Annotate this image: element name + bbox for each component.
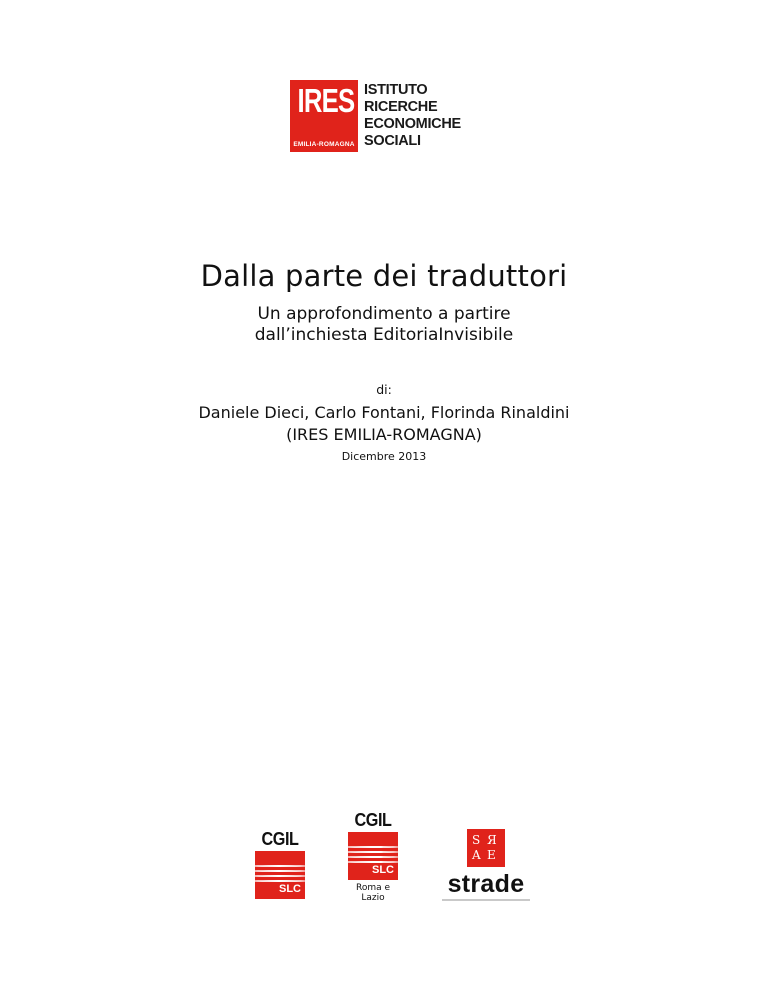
- affiliation: (IRES EMILIA-ROMAGNA): [286, 425, 482, 444]
- strade-wordmark: strade: [447, 870, 525, 898]
- cgil-slc-roma-logo: [344, 810, 402, 903]
- strade-logo: [438, 829, 534, 901]
- slc-label: SLC: [372, 864, 394, 876]
- ires-name-line: RICERCHE: [364, 99, 438, 115]
- ires-name-line: SOCIALI: [364, 133, 421, 149]
- ires-logo-text: IRES: [297, 82, 355, 119]
- ires-logo: [290, 80, 490, 152]
- authors: Daniele Dieci, Carlo Fontani, Florinda Rinaldini: [198, 403, 570, 422]
- ires-logo-region: EMILIA-ROMAGNA: [293, 141, 355, 148]
- document-date: Dicembre 2013: [341, 450, 427, 463]
- ires-logo-mark: [290, 80, 358, 152]
- authors-block: [0, 402, 768, 446]
- strade-tagline-rule: [442, 899, 530, 901]
- cgil-wordmark: CGIL: [354, 810, 392, 830]
- slc-label: SLC: [279, 883, 301, 895]
- document-subtitle: [0, 304, 768, 346]
- ires-logo-name: [364, 82, 461, 150]
- cgil-badge-icon: [255, 851, 305, 899]
- cgil-wordmark: CGIL: [261, 829, 299, 849]
- cgil-badge-icon: [348, 832, 398, 880]
- subtitle-line: Un approfondimento a partire: [257, 304, 511, 324]
- cgil-caption: Roma e Lazio: [355, 883, 391, 903]
- by-label: di:: [376, 382, 392, 397]
- ires-name-line: ECONOMICHE: [364, 116, 461, 132]
- cgil-slc-logo: [252, 829, 308, 899]
- document-title: Dalla parte dei traduttori: [200, 259, 568, 293]
- strade-mark-icon: S Я A E: [467, 829, 505, 867]
- ires-name-line: ISTITUTO: [364, 82, 428, 98]
- subtitle-line: dall’inchiesta EditoriaInvisibile: [254, 325, 514, 345]
